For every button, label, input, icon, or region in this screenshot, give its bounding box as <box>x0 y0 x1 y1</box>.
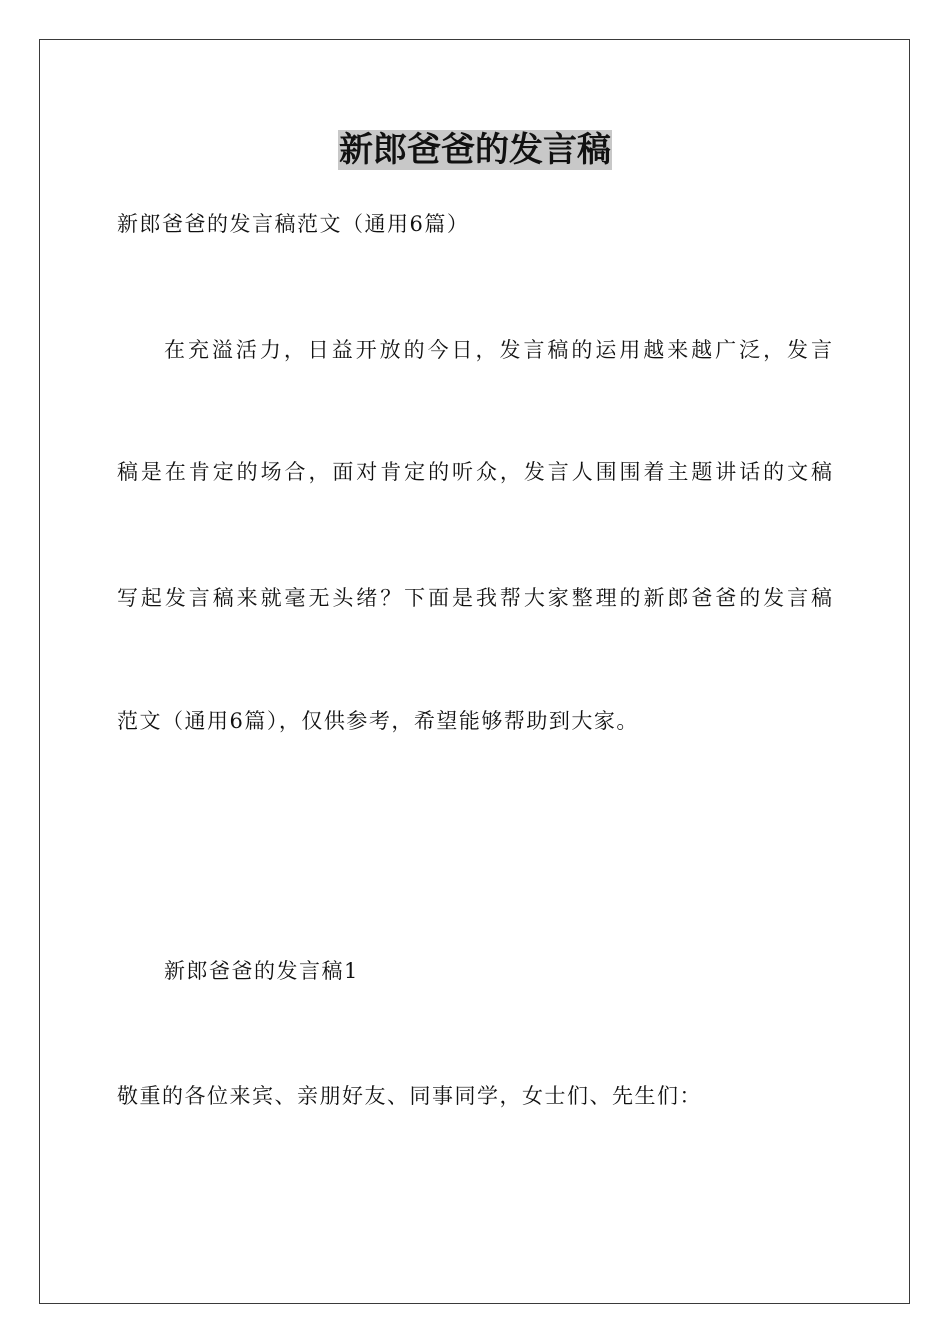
intro-paragraph-line-3: 写起发言稿来就毫无头绪？下面是我帮大家整理的新郎爸爸的发言稿 <box>117 586 832 610</box>
intro-paragraph-line-1: 在充溢活力，日益开放的今日，发言稿的运用越来越广泛，发言 <box>164 338 832 362</box>
document-title-text: 新郎爸爸的发言稿 <box>339 130 611 170</box>
greeting-line: 敬重的各位来宾、亲朋好友、同事同学，女士们、先生们： <box>117 1084 702 1108</box>
document-title <box>0 128 950 172</box>
document-subtitle: 新郎爸爸的发言稿范文（通用6篇） <box>117 212 470 236</box>
section-heading: 新郎爸爸的发言稿1 <box>164 959 359 983</box>
intro-paragraph-line-4: 范文（通用6篇），仅供参考，希望能够帮助到大家。 <box>117 709 639 733</box>
intro-paragraph-line-2: 稿是在肯定的场合，面对肯定的听众，发言人围围着主题讲话的文稿 <box>117 460 832 484</box>
